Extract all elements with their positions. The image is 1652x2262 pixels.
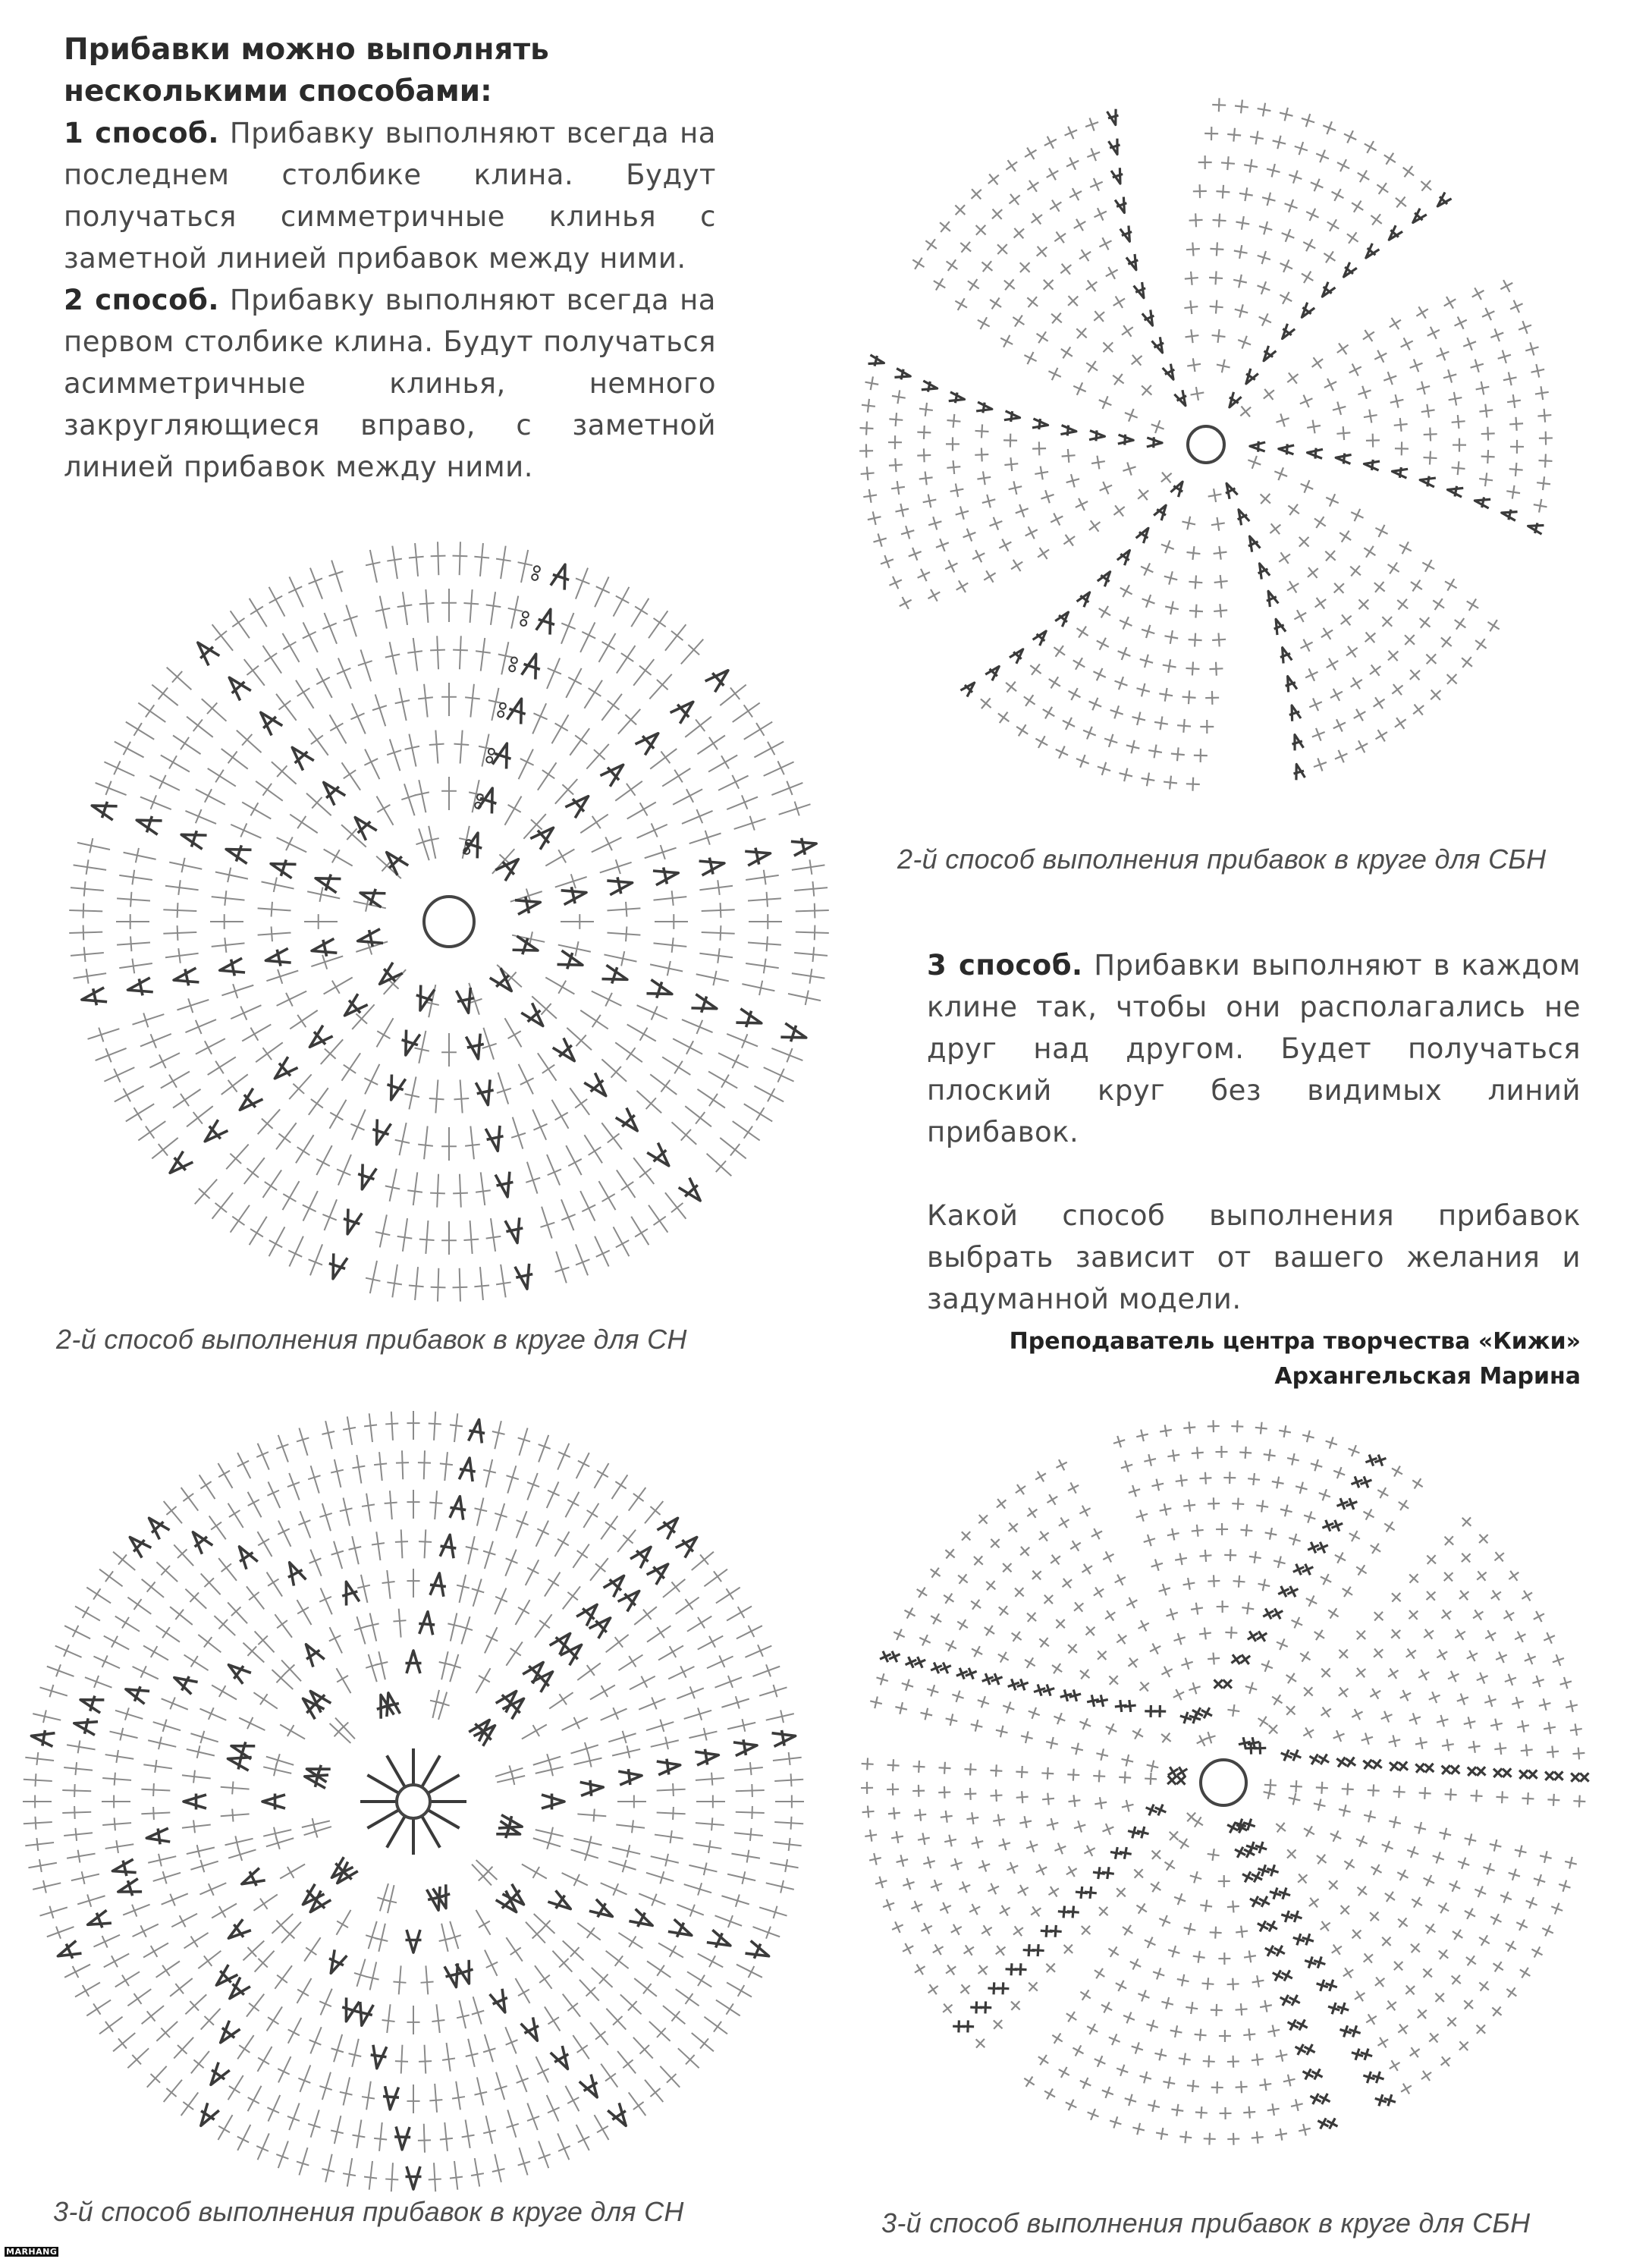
method1-paragraph [64,112,716,279]
intro-heading: Прибавки можно выполнять несколькими способами: [64,33,549,108]
method2-label: 2 способ. [64,284,219,316]
intro-text [64,29,716,488]
caption-sn-method2: 2-й способ выполнения прибавок в круге для СН [56,1324,687,1355]
caption-sbn-method2: 2-й способ выполнения прибавок в круге для СБН [897,844,1547,875]
method2-text: Прибавку выполняют всегда на первом столбике клина. Будут получаться асимметричные клинья, немного закругляющиеся вправо, с заметной линией прибавок между ними. [64,284,716,483]
method2-paragraph [64,279,716,488]
watermark-logo: MARHANG [6,2247,58,2257]
method3-paragraph [927,944,1581,1153]
signature-line2: Архангельская Марина [1274,1363,1581,1390]
method1-label: 1 способ. [64,117,219,149]
method3-text: Прибавки выполняют в каждом клине так, чтобы они располагались не друг над другом. Будет получаться плоский круг без видимых линий прибавок. [927,949,1581,1148]
method1-text: Прибавку выполняют всегда на последнем столбике клина. Будут получаться симметричные клинья с заметной линией прибавок между ними. [64,117,716,275]
caption-sbn-method3: 3-й способ выполнения прибавок в круге для СБН [881,2207,1531,2238]
method3-text-block [927,944,1581,1394]
caption-sn-method3: 3-й способ выполнения прибавок в круге для СН [53,2196,684,2227]
crochet-chart-sn-method3 [53,1441,812,2169]
crochet-chart-sn-method2 [61,531,834,1305]
method3-label: 3 способ. [927,949,1083,982]
crochet-chart-sbn-method3 [850,1426,1608,2169]
crochet-chart-sbn-method2 [834,76,1593,819]
signature-line1: Преподаватель центра творчества «Кижи» [1009,1328,1581,1355]
conclusion-paragraph: Какой способ выполнения прибавок выбрать зависит от вашего желания и задуманной модели. [927,1199,1581,1315]
